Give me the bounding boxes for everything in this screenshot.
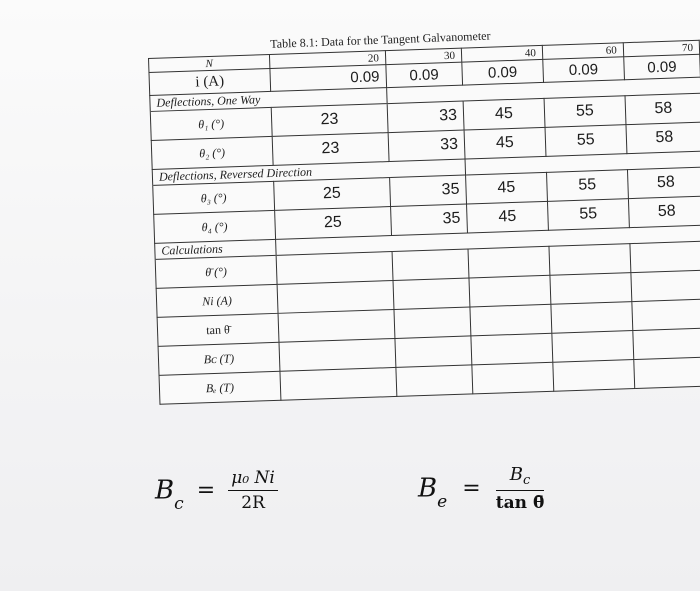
empty-cell [630, 241, 700, 273]
empty-cell [393, 278, 470, 310]
formula-bc-lhs-sub: c [174, 494, 184, 514]
data-cell: 23 [272, 133, 389, 166]
data-cell: 0.09 [270, 65, 387, 92]
formula-be-lhs-sub: e [437, 492, 448, 512]
empty-cell [276, 252, 393, 285]
empty-cell [471, 333, 553, 365]
data-cell: 0.09 [543, 57, 625, 83]
empty-cell [278, 309, 395, 342]
row-label-theta-bar: θ̄ (°) [155, 255, 277, 288]
data-cell: 45 [466, 201, 548, 233]
empty-cell [279, 338, 396, 371]
header-cell: 60 [542, 43, 623, 60]
data-cell: 25 [275, 207, 392, 240]
data-cell: 35 [390, 204, 467, 236]
row-label-n: N [149, 54, 270, 72]
formula-bc [155, 468, 278, 514]
data-cell: 23 [271, 104, 388, 137]
empty-cell [634, 357, 700, 389]
data-cell: 45 [465, 172, 547, 204]
data-cell: 58 [626, 122, 700, 154]
data-cell: 55 [547, 199, 629, 231]
formula-bc-fraction [228, 468, 278, 513]
empty-cell [551, 302, 633, 334]
formula-bc-denominator: 2R [241, 493, 265, 513]
empty-cell [396, 365, 473, 397]
formula-bc-numerator: μ₀ Ni [228, 468, 278, 491]
empty-cell [394, 307, 471, 339]
data-cell: 55 [545, 125, 627, 157]
formula-be [418, 464, 544, 513]
empty-cell [277, 281, 394, 314]
empty-cell [550, 273, 632, 305]
empty-cell [395, 336, 472, 368]
data-cell: 0.09 [462, 59, 544, 85]
row-label-be: Bₑ (T) [159, 371, 281, 404]
data-cell: 25 [274, 178, 391, 211]
data-cell: 45 [464, 127, 546, 159]
empty-cell [280, 367, 397, 400]
data-cell: 0.09 [386, 62, 463, 88]
row-label-bc: Bᴄ (T) [158, 342, 280, 375]
formula-be-denominator: tan θ̄ [495, 493, 545, 513]
table-caption: Table 8.1: Data for the Tangent Galvanometer [270, 28, 491, 51]
data-cell: 33 [388, 130, 465, 162]
galvanometer-data-table [148, 40, 700, 405]
row-label-theta2: θ₂ (°) [151, 136, 273, 169]
row-label-theta1: θ₁ (°) [150, 107, 272, 140]
empty-cell [392, 249, 469, 281]
data-cell: 33 [387, 101, 464, 133]
data-cell: 45 [463, 98, 545, 130]
data-cell: 55 [544, 96, 626, 128]
data-cell: 35 [389, 175, 466, 207]
formula-be-numerator-sub: c [523, 473, 531, 488]
formula-be-numerator: B [509, 464, 524, 485]
row-label-theta4: θ₄ (°) [154, 210, 276, 243]
header-cell: 40 [461, 45, 542, 62]
data-table-container [148, 40, 700, 405]
section-heading-one-way: Deflections, One Way [150, 88, 387, 112]
data-cell: 58 [627, 167, 700, 199]
empty-cell [470, 304, 552, 336]
data-cell: 58 [628, 196, 700, 228]
data-cell: 55 [546, 170, 628, 202]
section-heading-reversed: Deflections, Reversed Direction [152, 159, 465, 185]
data-cell: 0.09 [624, 54, 700, 80]
row-label-theta3: θ₃ (°) [153, 181, 275, 214]
header-cell: 30 [385, 48, 462, 65]
empty-cell [631, 270, 700, 302]
formula-be-lhs: B [418, 473, 438, 504]
empty-cell [632, 299, 700, 331]
row-label-ni: Ni (A) [156, 284, 278, 317]
header-cell: 70 [623, 40, 700, 57]
formula-be-fraction [496, 464, 545, 513]
formula-bc-lhs: B [155, 475, 175, 506]
formula-be-equals: = [462, 476, 481, 501]
section-heading-calculations: Calculations [155, 239, 276, 259]
row-label-current: i (A) [149, 68, 271, 95]
empty-cell [633, 328, 700, 360]
empty-cell [549, 244, 631, 276]
empty-cell [468, 246, 550, 278]
empty-cell [469, 275, 551, 307]
row-label-tan: tan θ̄ [157, 313, 279, 346]
data-cell: 58 [625, 93, 700, 125]
formula-bc-equals: = [196, 478, 216, 503]
empty-cell [472, 362, 554, 394]
empty-cell [552, 331, 634, 363]
empty-cell [553, 360, 635, 392]
header-cell: 20 [269, 51, 385, 69]
